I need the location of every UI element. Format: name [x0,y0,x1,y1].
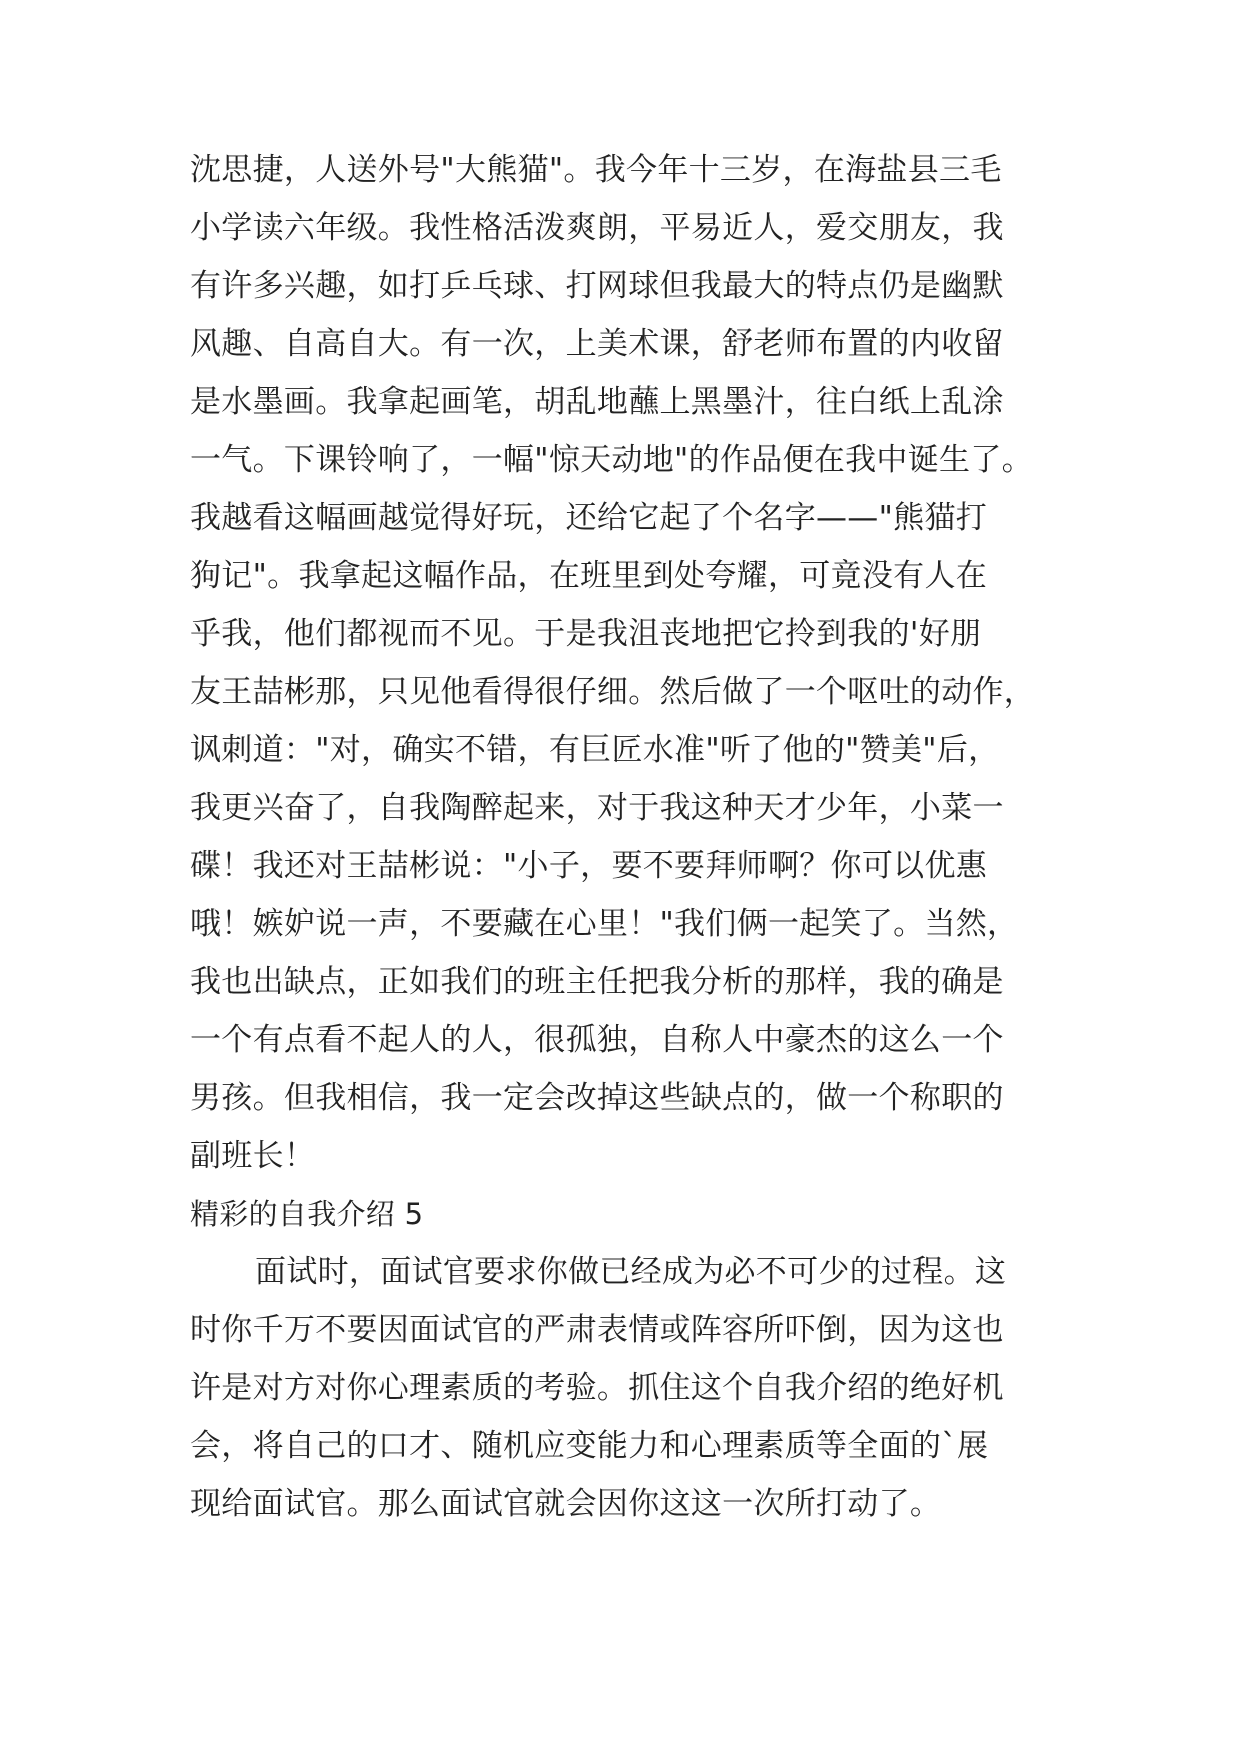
paragraph-1-line-11: 讽刺道："对，确实不错，有巨匠水准"听了他的"赞美"后， [190,732,1000,768]
paragraph-1-line-6: 一气。下课铃响了，一幅"惊天动地"的作品便在我中诞生了。 [190,442,1033,478]
paragraph-1-line-10: 友王喆彬那，只见他看得很仔细。然后做了一个呕吐的动作， [190,674,1036,710]
paragraph-1-line-4: 风趣、自高自大。有一次，上美术课，舒老师布置的内收留 [190,326,1004,362]
paragraph-1-line-18: 副班长！ [190,1138,316,1174]
paragraph-1-line-12: 我更兴奋了，自我陶醉起来，对于我这种天才少年，小菜一 [190,790,1004,826]
paragraph-1-line-15: 我也出缺点，正如我们的班主任把我分析的那样，我的确是 [190,964,1004,1000]
paragraph-2-line-3: 许是对方对你心理素质的考验。抓住这个自我介绍的绝好机 [190,1370,1004,1406]
paragraph-1-line-3: 有许多兴趣，如打乒乓球、打网球但我最大的特点仍是幽默 [190,268,1004,304]
paragraph-1-line-5: 是水墨画。我拿起画笔，胡乱地蘸上黑墨汁，往白纸上乱涂 [190,384,1004,420]
paragraph-1-line-8: 狗记"。我拿起这幅作品，在班里到处夸耀，可竟没有人在 [190,558,988,594]
paragraph-1-line-2: 小学读六年级。我性格活泼爽朗，平易近人，爱交朋友，我 [190,210,1004,246]
paragraph-1-line-14: 哦！嫉妒说一声，不要藏在心里！"我们俩一起笑了。当然， [190,906,1019,942]
paragraph-2-line-2: 时你千万不要因面试官的严肃表情或阵容所吓倒，因为这也 [190,1312,1004,1348]
paragraph-2-line-5: 现给面试官。那么面试官就会因你这这一次所打动了。 [190,1486,942,1522]
paragraph-1-line-17: 男孩。但我相信，我一定会改掉这些缺点的，做一个称职的 [190,1080,1004,1116]
paragraph-1-line-7: 我越看这幅画越觉得好玩，还给它起了个名字——"熊猫打 [190,500,988,536]
paragraph-1-line-16: 一个有点看不起人的人，很孤独，自称人中豪杰的这么一个 [190,1022,1004,1058]
section-heading: 精彩的自我介绍 5 [190,1197,424,1231]
paragraph-2-line-4: 会，将自己的口才、随机应变能力和心理素质等全面的`展 [190,1428,989,1464]
paragraph-1-line-13: 碟！我还对王喆彬说："小子，要不要拜师啊？你可以优惠 [190,848,988,884]
paragraph-1-line-9: 乎我，他们都视而不见。于是我沮丧地把它拎到我的'好朋 [190,616,982,652]
paragraph-1-line-1: 沈思捷，人送外号"大熊猫"。我今年十三岁，在海盐县三毛 [190,152,1002,188]
paragraph-2-line-1: 面试时，面试官要求你做已经成为必不可少的过程。这 [255,1254,1007,1290]
